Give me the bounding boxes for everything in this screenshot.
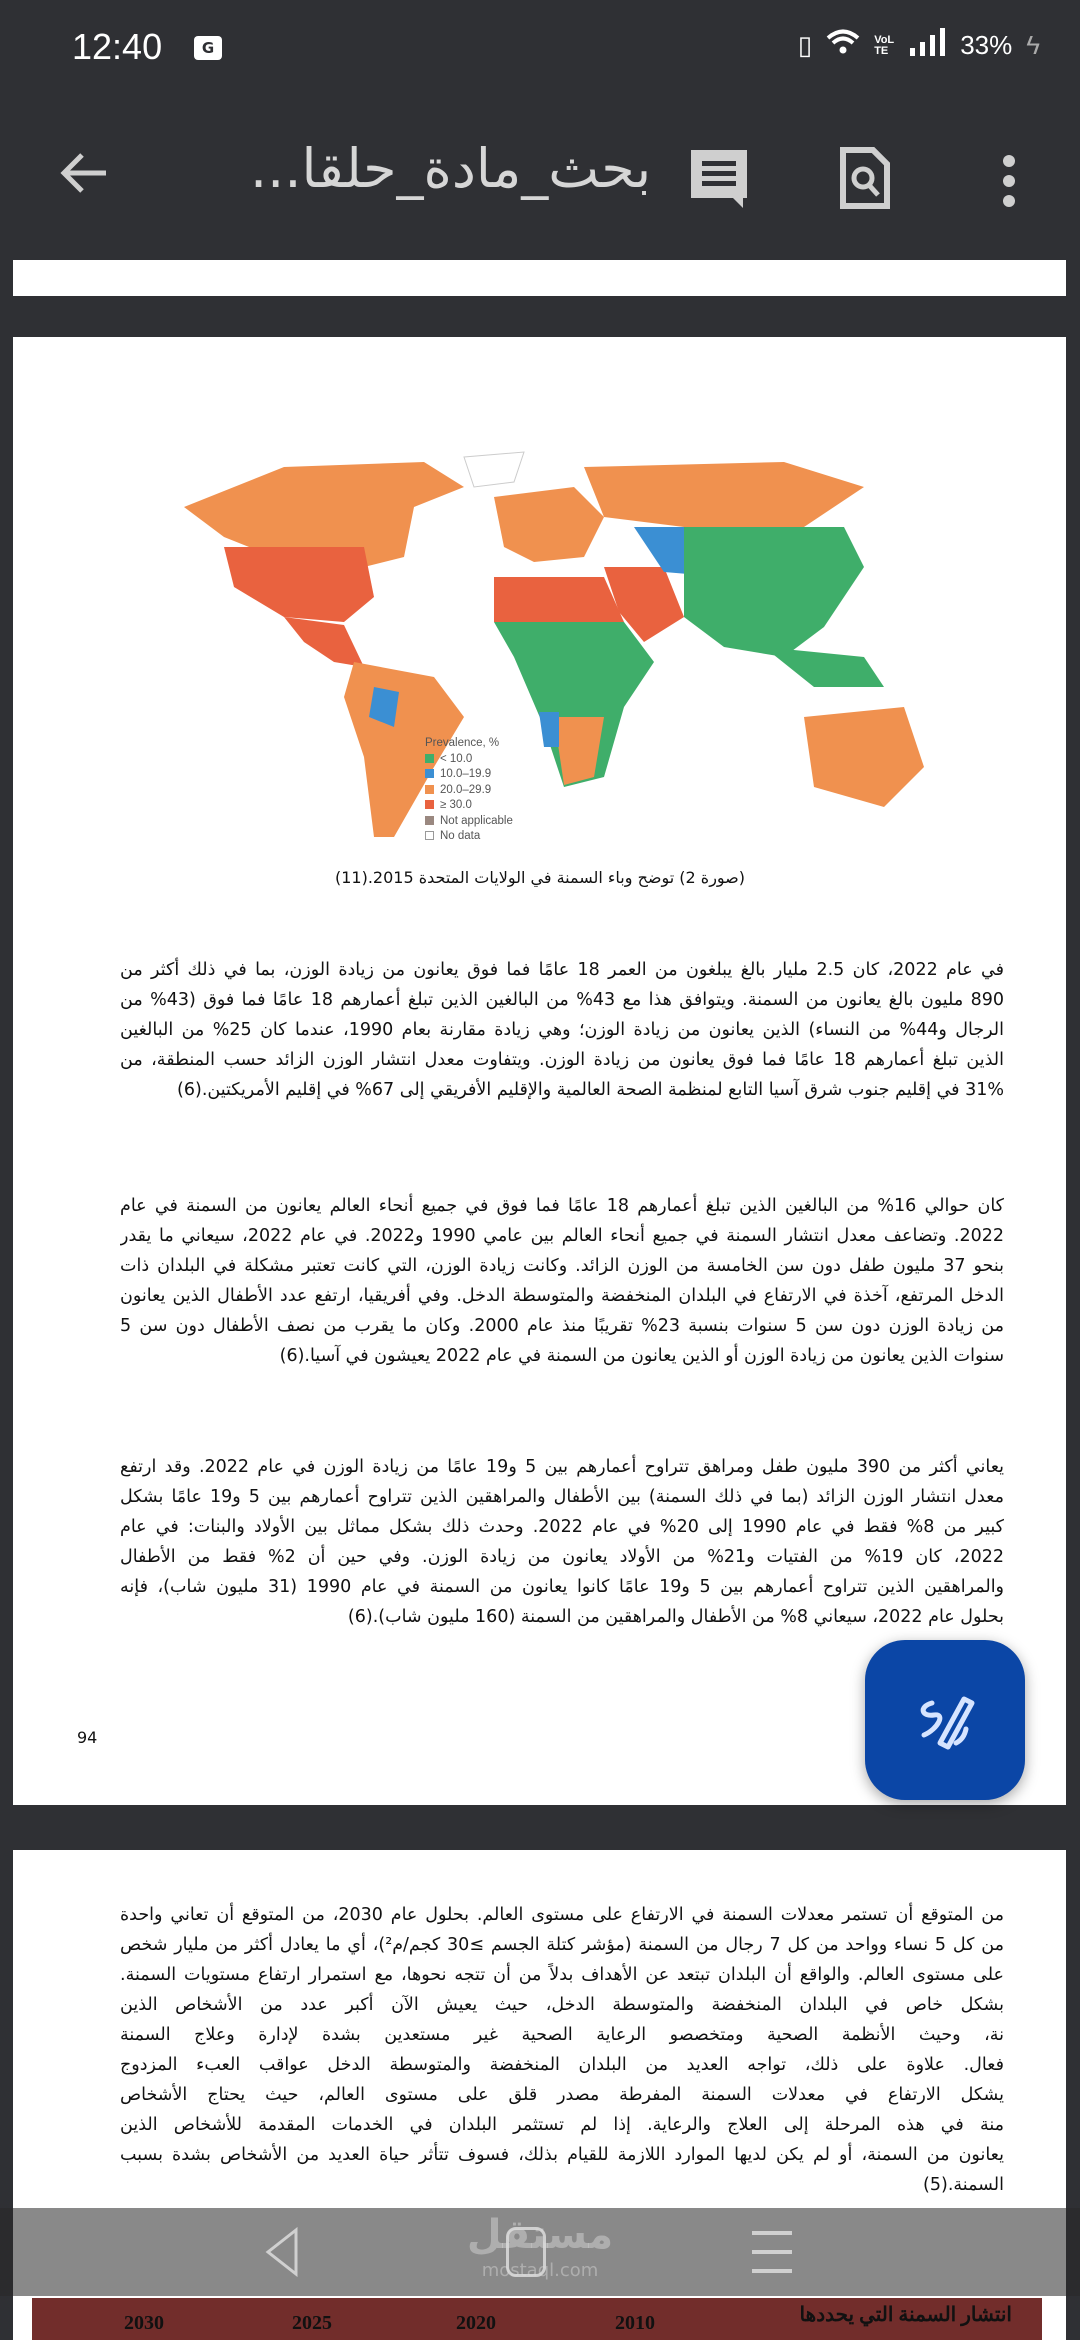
text-line: من المتوقع أن تستمر معدلات السمنة في الارتفاع على مستوى العالم. بحلول عام 2030، من المتوقع أن تعاني واحدة: [120, 1905, 1004, 1925]
legend-item: < 10.0: [425, 752, 513, 768]
text-line: 2022. وتضاعف معدل انتشار السمنة في جميع أنحاء العالم بين عامي 1990 و2022. في عام 2022، سيعاني ما يقدر: [120, 1226, 1004, 1246]
text-line: بشكل خاص في البلدان المنخفضة والمتوسطة الدخل، حيث يعيش الآن أكبر عدد من الأشخاص الذين: [120, 1995, 1004, 2015]
legend-item: No data: [425, 829, 513, 845]
legend-title: Prevalence, %: [425, 737, 500, 749]
world-obesity-map: [164, 447, 944, 857]
text-line: في عام 2022، كان 2.5 مليار بالغ يبلغون من العمر 18 عامًا فما فوق يعانون من زيادة الوزن، بما في ذلك أكثر من: [120, 960, 1004, 980]
more-options-icon[interactable]: [998, 153, 1020, 213]
map-russia: [584, 462, 864, 527]
navigation-bar: [0, 2208, 1080, 2296]
text-line: نة، وحيث الأنظمة الصحية ومتخصصو الرعاية الصحية غير مستعدين بشدة لإدارة وعلاج السمنة: [120, 2025, 1004, 2045]
nav-recents-button[interactable]: [752, 2231, 792, 2277]
legend-item: 20.0–29.9: [425, 783, 513, 799]
back-button[interactable]: [56, 145, 112, 205]
legend-item: Not applicable: [425, 814, 513, 830]
page-number: 94: [77, 1728, 98, 1747]
text-line: الدخل المرتفع، آخذة في الارتفاع في البلدان المنخفضة والمتوسطة الدخل. وفي أفريقيا، ارتفع عدد الأطفال الذين يعانون: [120, 1286, 1004, 1306]
map-usa: [224, 547, 374, 622]
table-header: [32, 2298, 1042, 2340]
table-header-title: انتشار السمنة التي يحددها: [799, 2304, 1012, 2326]
map-europe: [494, 487, 604, 562]
table-year: 2025: [292, 2312, 332, 2334]
edit-annotate-button[interactable]: [865, 1640, 1025, 1800]
text-line: فعال. علاوة على ذلك، تواجه العديد من البلدان المنخفضة والمتوسطة الدخل عواقب العبء المزدوج: [120, 2055, 1004, 2075]
text-line: 31% في إقليم جنوب شرق آسيا التابع لمنظمة الصحة العالمية والإقليم الأفريقي إلى 67% في إقليم الأمريكتين.(6): [177, 1080, 1004, 1100]
legend-item: 10.0–19.9: [425, 767, 513, 783]
text-line: من كل 5 نساء وواحد من كل 7 رجال من السمنة (مؤشر كتلة الجسم ≥30 كجم/م²)، أي ما يعادل أكثر من مليار شخص: [120, 1935, 1004, 1955]
wifi-icon: [826, 28, 860, 63]
pen-draw-icon: [910, 1685, 980, 1755]
text-line: كان حوالي 16% من البالغين الذين تبلغ أعمارهم 18 عامًا فما فوق في جميع أنحاء العالم يعانون من السمنة في عام: [120, 1196, 1004, 1216]
watermark: مستقل mostaql.com: [466, 2212, 614, 2281]
map-legend: [425, 736, 513, 845]
map-southeast-asia: [764, 647, 884, 687]
comments-button[interactable]: [688, 147, 750, 213]
volte-icon: VoLTE: [874, 33, 895, 57]
map-asia: [684, 527, 864, 657]
text-line: سنوات الذين يعانون من زيادة الوزن أو الذين يعانون من السمنة في عام 2022 يعيشون في آسيا.(6): [279, 1346, 1004, 1366]
table-year: 2010: [615, 2312, 655, 2334]
text-line: يعانون من السمنة، أو لم يكن لديها الموارد اللازمة للقيام بذلك، فسوف تتأثر حياة العديد من الأشخاص بشدة بسبب: [120, 2145, 1004, 2165]
charging-icon: ϟ: [1026, 30, 1040, 60]
text-line: معدل انتشار الوزن الزائد (بما في ذلك السمنة) بين الأطفال والمراهقين الذين تتراوح أعمارهم بين 5 و19 عامًا بشكل: [120, 1487, 1004, 1507]
text-line: يعاني أكثر من 390 مليون طفل ومراهق تتراوح أعمارهم بين 5 و19 عامًا من زيادة الوزن في عام 2022. وقد ارتفع: [120, 1457, 1004, 1477]
vibrate-icon: ▯: [797, 30, 813, 60]
text-line: كبير من 8% فقط في عام 1990 إلى 20% في عام 2022. وحدث ذلك بشكل مماثل بين الأولاد والبنات: في عام: [120, 1517, 1004, 1537]
app-toolbar: [0, 95, 1080, 260]
map-greenland: [464, 452, 524, 487]
news-notification-icon: G: [194, 36, 222, 60]
text-line: والمراهقين الذين تتراوح أعمارهم بين 5 و19 عامًا كانوا يعانون من السمنة في عام 1990 (31 مليون شاب)، فإنه: [120, 1577, 1004, 1597]
search-document-button[interactable]: [840, 147, 890, 213]
legend-item: ≥ 30.0: [425, 798, 513, 814]
map-central-america: [284, 617, 364, 667]
previous-page-end: [13, 260, 1066, 296]
text-line: الرجال و44% من النساء) الذين يعانون من زيادة الوزن؛ وهي زيادة مقارنة بعام 1990، عندما كان 25% من البالغين: [120, 1020, 1004, 1040]
nav-back-button[interactable]: [262, 2227, 302, 2281]
clock: 12:40: [72, 26, 163, 67]
status-bar: [0, 0, 1080, 95]
map-australia: [804, 707, 924, 807]
text-line: على مستوى العالم. والواقع أن البلدان تبتعد عن الأهداف بدلاً من أن تتجه نحوها، مع استمرار ارتفاع مستويات السمنة.: [120, 1965, 1004, 1985]
map-africa-blue: [539, 712, 559, 747]
text-line: بنحو 37 مليون طفل دون سن الخامسة من الوزن الزائد. وكانت زيادة الوزن، التي كانت تعتبر مشكلة في البلدان ذات: [120, 1256, 1004, 1276]
text-line: 890 مليون بالغ يعانون من السمنة. ويتوافق هذا مع 43% من البالغين الذين تبلغ أعمارهم 18 عامًا فما فوق (43% من: [120, 990, 1004, 1010]
document-title: بحث_مادة_حلقا...: [250, 137, 652, 200]
text-line: 2022، كان 19% من الفتيات و21% من الأولاد يعانون من زيادة الوزن. وفي حين أن 2% فقط من الأطفال: [120, 1547, 1004, 1567]
text-line: بحلول عام 2022، سيعاني 8% من الأطفال والمراهقين من السمنة (160 مليون شاب).(6): [347, 1607, 1004, 1627]
text-line: منة في هذه المرحلة إلى العلاج والرعاية. إذا لم تستثمر البلدان في الخدمات المقدمة للأشخاص الذين: [120, 2115, 1004, 2135]
signal-icon: [910, 28, 946, 63]
text-line: الذين تبلغ أعمارهم 18 عامًا فما فوق يعانون من زيادة الوزن. ويتفاوت معدل انتشار الوزن الزائد حسب المنطقة، من: [120, 1050, 1004, 1070]
table-year: 2030: [124, 2312, 164, 2334]
table-year: 2020: [456, 2312, 496, 2334]
text-line: من زيادة الوزن دون سن 5 سنوات بنسبة 23% تقريبًا منذ عام 2000. وكان ما يقرب من نصف الأطفال دون سن 5: [120, 1316, 1004, 1336]
text-line: يشكل الارتفاع في معدلات السمنة المفرطة مصدر قلق على مستوى العالم، حيث يحتاج الأشخاص: [120, 2085, 1004, 2105]
figure-caption: (صورة 2) توضح وباء السمنة في الولايات المتحدة 2015.(11): [334, 868, 746, 887]
text-line: السمنة.(5): [923, 2175, 1004, 2195]
battery-percent: 33%: [960, 30, 1013, 60]
